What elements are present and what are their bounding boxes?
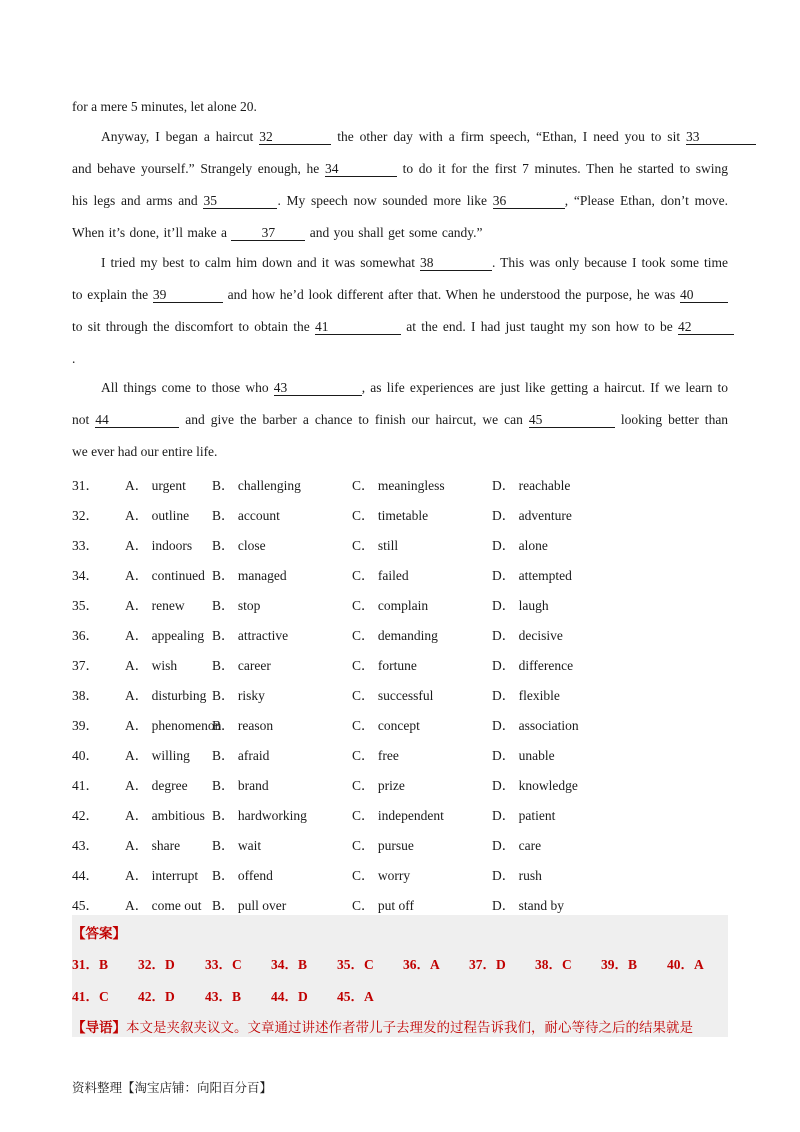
passage-line-8 <box>72 319 734 335</box>
option-row-35 <box>72 594 732 612</box>
option-d: D． care <box>492 838 542 853</box>
option-d: D． laugh <box>492 598 549 613</box>
option-a: A． indoors <box>125 538 193 553</box>
question-number: 33． <box>72 538 99 553</box>
option-d: D． unable <box>492 748 555 763</box>
option-d: D． adventure <box>492 508 572 523</box>
option-a: A． interrupt <box>125 868 199 883</box>
option-c: C． put off <box>352 898 415 913</box>
option-b: B． close <box>212 538 266 553</box>
option-row-41 <box>72 774 732 792</box>
answer-item: 40．A <box>667 957 704 972</box>
question-number: 41． <box>72 778 99 793</box>
question-number: 31． <box>72 478 99 493</box>
blank-37: 37 <box>231 226 305 241</box>
option-a: A． wish <box>125 658 178 673</box>
question-number: 34． <box>72 568 99 583</box>
option-d: D． rush <box>492 868 542 883</box>
option-row-34 <box>72 564 732 582</box>
guide-paragraph <box>72 1016 728 1036</box>
question-number: 43． <box>72 838 99 853</box>
passage-text: to explain the <box>72 287 149 302</box>
option-c: C． successful <box>352 688 434 703</box>
answer-item: 37．D <box>469 957 506 972</box>
blank-39: 39 <box>153 288 223 303</box>
passage-line-1 <box>72 99 732 115</box>
option-a: A． phenomenon <box>125 718 222 733</box>
option-a: A． ambitious <box>125 808 205 823</box>
option-b: B． brand <box>212 778 269 793</box>
passage-text: the other day with a firm speech, “Ethan, I need you to sit <box>337 129 681 144</box>
passage-text: and behave yourself.” Strangely enough, he <box>72 161 320 176</box>
option-d: D． knowledge <box>492 778 578 793</box>
option-c: C． demanding <box>352 628 438 643</box>
question-number: 37． <box>72 658 99 673</box>
blank-45: 45 <box>529 413 615 428</box>
answer-item: 43．B <box>205 989 242 1004</box>
answer-item: 31．B <box>72 957 109 972</box>
option-row-36 <box>72 624 732 642</box>
blank-36: 36 <box>493 194 565 209</box>
option-c: C． complain <box>352 598 429 613</box>
option-a: A． degree <box>125 778 188 793</box>
option-d: D． patient <box>492 808 556 823</box>
option-b: B． hardworking <box>212 808 307 823</box>
passage-text: . <box>72 351 76 366</box>
option-b: B． account <box>212 508 280 523</box>
answer-item: 33．C <box>205 957 242 972</box>
answer-item: 42．D <box>138 989 175 1004</box>
option-row-32 <box>72 504 732 522</box>
option-c: C． meaningless <box>352 478 445 493</box>
passage-text: to do it for the first 7 minutes. Then he started to swing <box>402 161 728 176</box>
option-b: B． stop <box>212 598 261 613</box>
option-c: C． independent <box>352 808 444 823</box>
question-number: 42． <box>72 808 99 823</box>
question-number: 38． <box>72 688 99 703</box>
answer-row-2 <box>72 985 728 1003</box>
option-a: A． continued <box>125 568 205 583</box>
passage-text: , “Please Ethan, don’t move. <box>564 193 729 208</box>
option-b: B． attractive <box>212 628 289 643</box>
passage-text: we ever had our entire life. <box>72 444 218 459</box>
blank-33: 33 <box>686 130 756 145</box>
passage-line-2 <box>101 129 756 145</box>
option-d: D． association <box>492 718 579 733</box>
passage-text: his legs and arms and <box>72 193 198 208</box>
option-d: D． attempted <box>492 568 572 583</box>
passage-line-10 <box>101 380 728 396</box>
option-d: D． difference <box>492 658 574 673</box>
option-row-40 <box>72 744 732 762</box>
question-number: 39． <box>72 718 99 733</box>
option-a: A． disturbing <box>125 688 207 703</box>
option-b: B． managed <box>212 568 287 583</box>
option-a: A． outline <box>125 508 190 523</box>
passage-text: When it’s done, it’ll make a <box>72 225 227 240</box>
blank-34: 34 <box>325 162 397 177</box>
option-row-42 <box>72 804 732 822</box>
passage-text: for a mere 5 minutes, let alone 20. <box>72 99 257 114</box>
passage-text: All things come to those who <box>101 380 269 395</box>
answer-item: 38．C <box>535 957 572 972</box>
option-c: C． still <box>352 538 399 553</box>
option-c: C． failed <box>352 568 409 583</box>
option-a: A． come out <box>125 898 202 913</box>
passage-line-12 <box>72 444 732 460</box>
option-b: B． afraid <box>212 748 270 763</box>
guide-text: 本文是夹叙夹议文。文章通过讲述作者带儿子去理发的过程告诉我们，耐心等待之后的结果就是 <box>126 1020 693 1036</box>
option-d: D． alone <box>492 538 548 553</box>
passage-text: . My speech now sounded more like <box>277 193 487 208</box>
question-number: 32． <box>72 508 99 523</box>
blank-35: 35 <box>203 194 277 209</box>
answer-item: 44．D <box>271 989 308 1004</box>
passage-line-4 <box>72 193 728 209</box>
passage-text: I tried my best to calm him down and it was somewhat <box>101 255 415 270</box>
option-a: A． willing <box>125 748 190 763</box>
question-number: 40． <box>72 748 99 763</box>
question-number: 36． <box>72 628 99 643</box>
option-row-44 <box>72 864 732 882</box>
passage-line-9 <box>72 351 732 367</box>
option-d: D． reachable <box>492 478 571 493</box>
passage-line-7 <box>72 287 728 303</box>
passage-line-11 <box>72 412 728 428</box>
passage-text: and give the barber a chance to finish our haircut, we can <box>185 412 523 427</box>
passage-text: , as life experiences are just like getting a haircut. If we learn to <box>361 380 729 395</box>
question-number: 35． <box>72 598 99 613</box>
option-b: B． risky <box>212 688 265 703</box>
answer-heading: 【答案】 <box>72 926 126 942</box>
blank-41: 41 <box>315 320 401 335</box>
option-c: C． pursue <box>352 838 414 853</box>
option-a: A． renew <box>125 598 185 613</box>
answer-item: 32．D <box>138 957 175 972</box>
option-c: C． concept <box>352 718 420 733</box>
blank-32: 32 <box>259 130 331 145</box>
option-c: C． fortune <box>352 658 417 673</box>
option-d: D． flexible <box>492 688 560 703</box>
passage-text: . This was only because I took some time <box>491 255 729 270</box>
blank-44: 44 <box>95 413 179 428</box>
passage-text: and how he’d look different after that. When he understood the purpose, he was <box>227 287 676 302</box>
option-d: D． decisive <box>492 628 563 643</box>
passage-text: looking better than <box>620 412 729 427</box>
blank-40: 40 <box>680 288 728 303</box>
option-b: B． challenging <box>212 478 301 493</box>
passage-line-5 <box>72 225 732 241</box>
blank-43: 43 <box>274 381 362 396</box>
answer-row-1 <box>72 953 728 971</box>
answer-item: 39．B <box>601 957 638 972</box>
blank-38: 38 <box>420 256 492 271</box>
option-row-37 <box>72 654 732 672</box>
passage-text: to sit through the discomfort to obtain the <box>72 319 310 334</box>
option-row-39 <box>72 714 732 732</box>
passage-text: Anyway, I began a haircut <box>101 129 254 144</box>
option-a: A． urgent <box>125 478 186 493</box>
option-c: C． free <box>352 748 399 763</box>
option-a: A． appealing <box>125 628 205 643</box>
question-number: 45． <box>72 898 99 913</box>
passage-text: not <box>72 412 90 427</box>
answer-item: 34．B <box>271 957 308 972</box>
option-b: B． wait <box>212 838 262 853</box>
page-footer: 资料整理【淘宝店铺：向阳百分百】 <box>72 1080 273 1095</box>
question-number: 44． <box>72 868 99 883</box>
passage-text: at the end. I had just taught my son how to be <box>406 319 673 334</box>
answer-item: 36．A <box>403 957 440 972</box>
option-b: B． reason <box>212 718 274 733</box>
option-b: B． career <box>212 658 271 673</box>
option-row-45 <box>72 894 732 912</box>
option-row-33 <box>72 534 732 552</box>
answer-item: 45．A <box>337 989 374 1004</box>
option-b: B． offend <box>212 868 273 883</box>
guide-tag: 【导语】 <box>72 1020 126 1036</box>
option-row-38 <box>72 684 732 702</box>
option-c: C． prize <box>352 778 405 793</box>
option-a: A． share <box>125 838 181 853</box>
answer-item: 41．C <box>72 989 109 1004</box>
option-b: B． pull over <box>212 898 287 913</box>
blank-42: 42 <box>678 320 734 335</box>
passage-line-6 <box>101 255 728 271</box>
option-c: C． timetable <box>352 508 429 523</box>
option-row-43 <box>72 834 732 852</box>
option-row-31 <box>72 474 732 492</box>
answer-item: 35．C <box>337 957 374 972</box>
option-c: C． worry <box>352 868 411 883</box>
passage-text: and you shall get some candy.” <box>309 225 483 240</box>
passage-line-3 <box>72 161 728 177</box>
option-d: D． stand by <box>492 898 564 913</box>
